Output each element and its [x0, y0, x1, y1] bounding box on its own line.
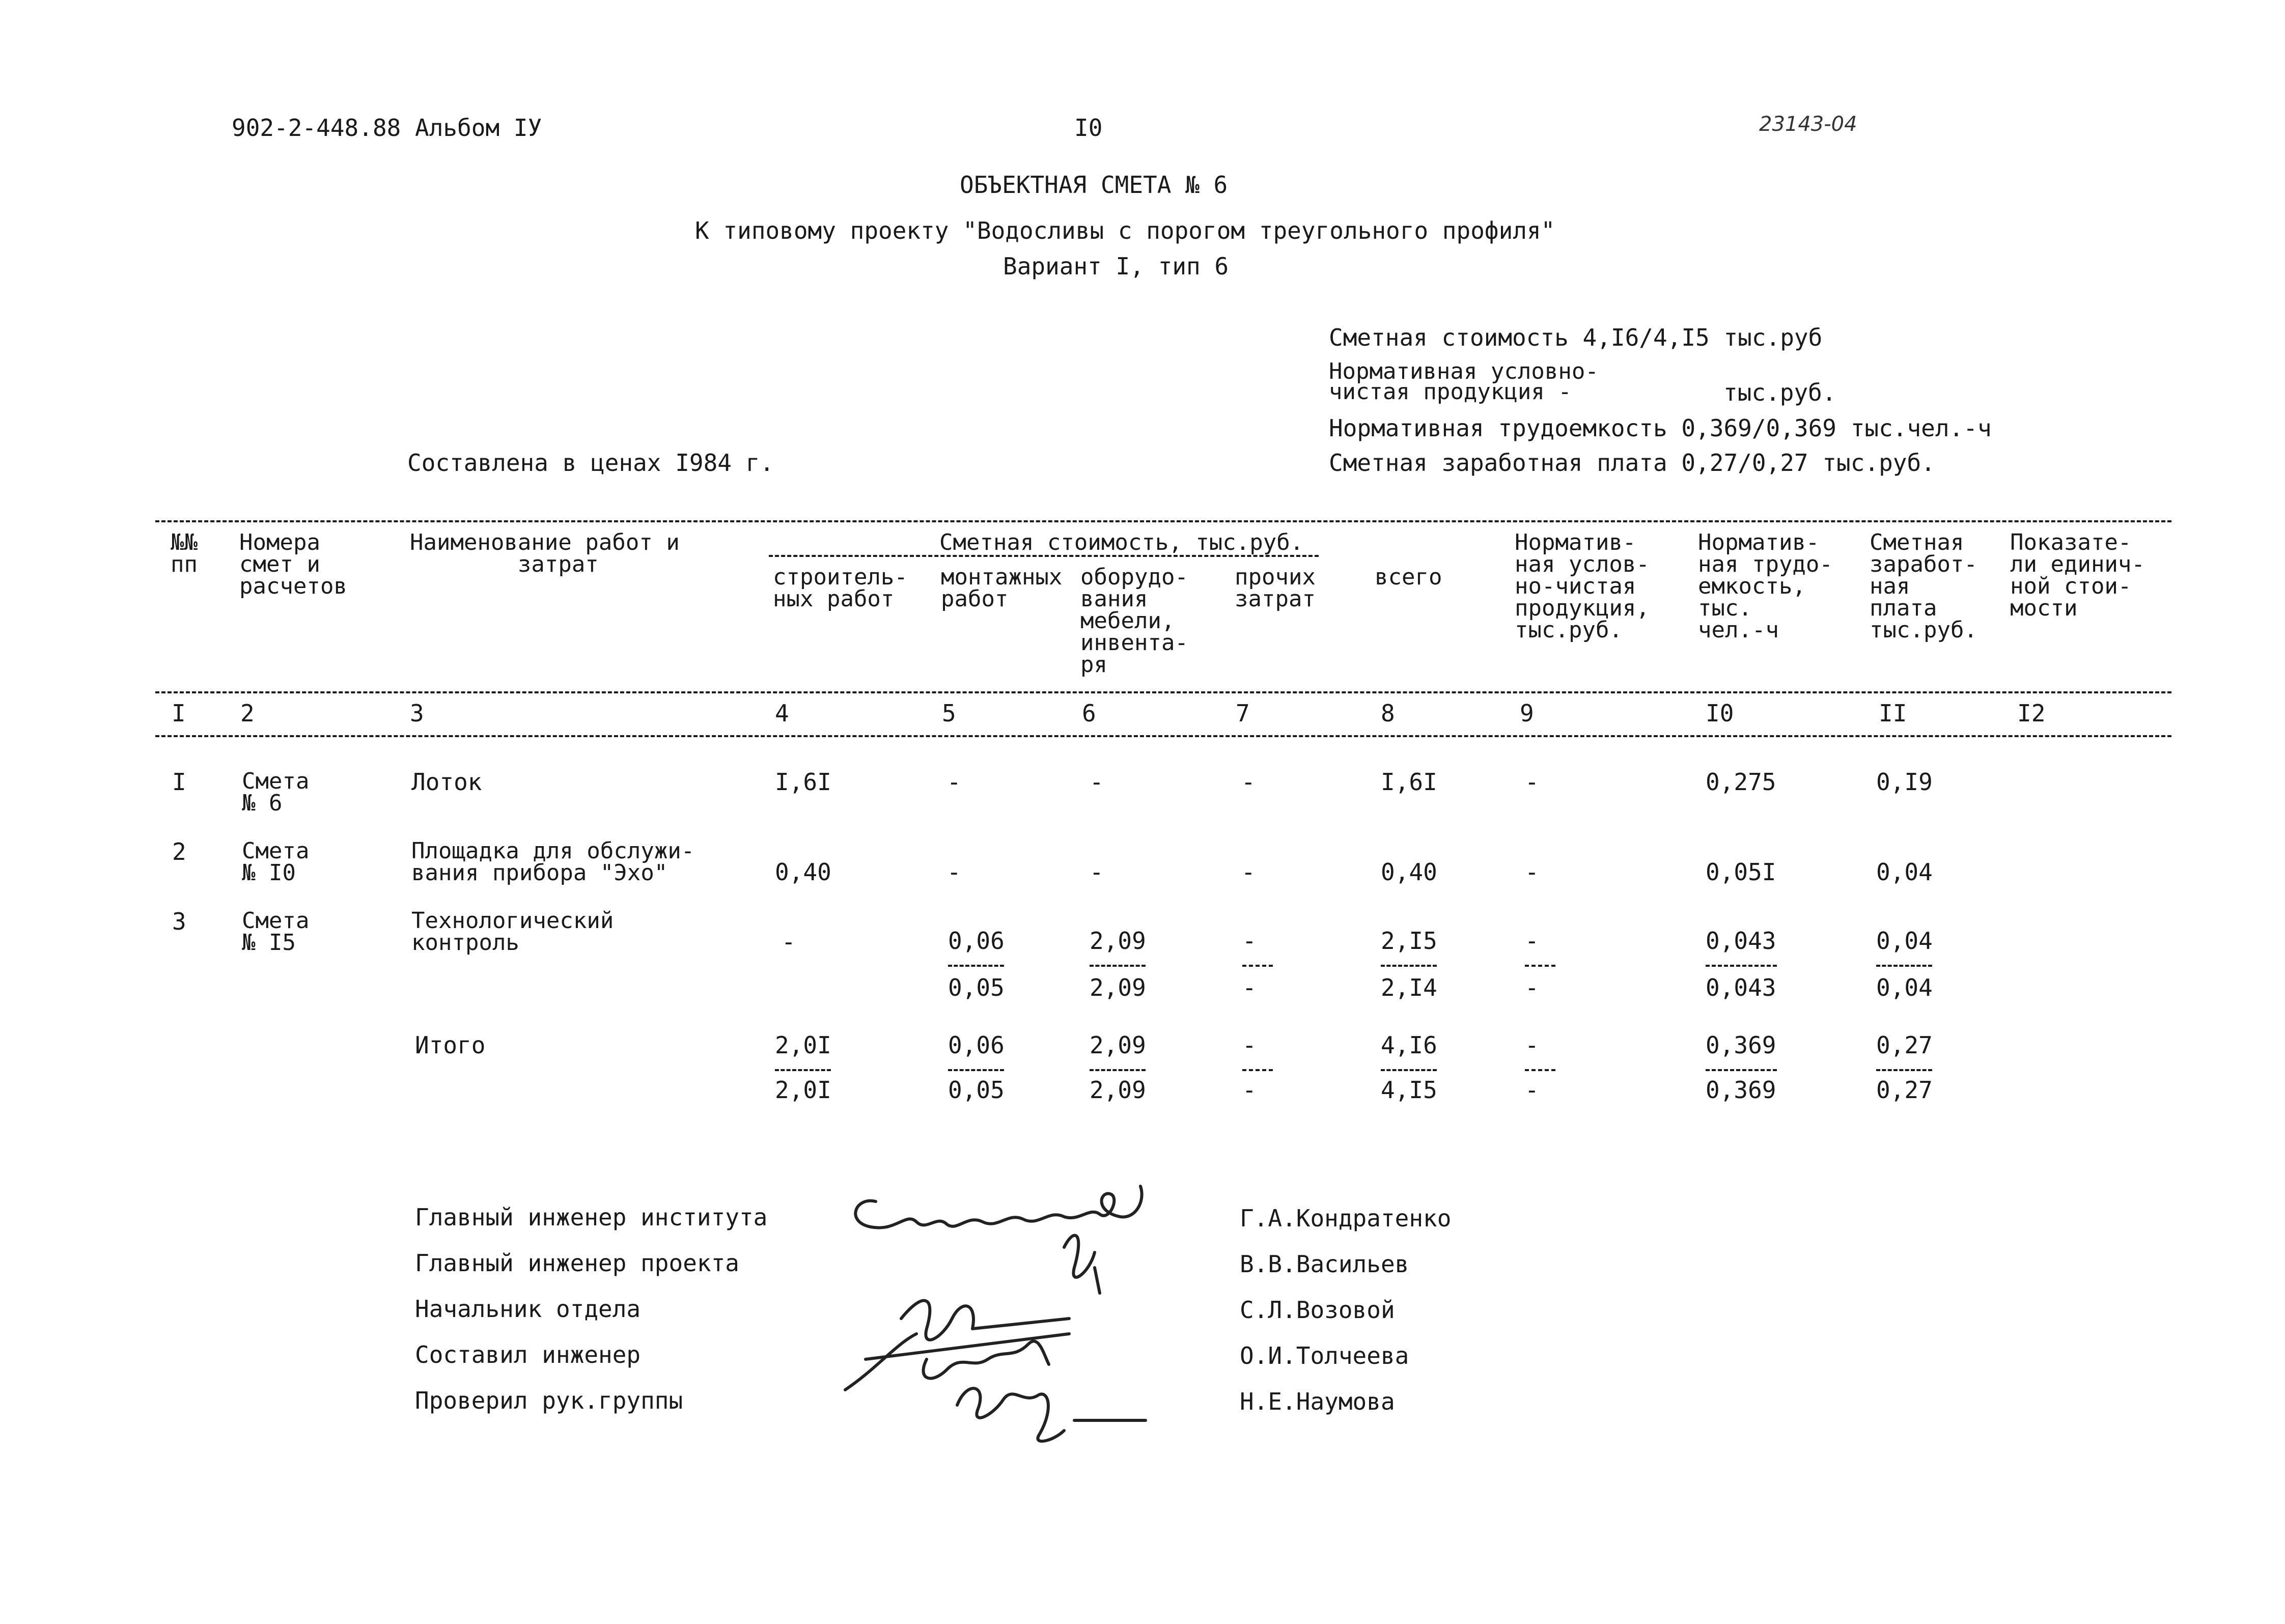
col-number-7: 7 — [1236, 699, 1250, 727]
cell-net-product-current: - — [1525, 927, 1539, 955]
total-construction-current: 2,0I — [775, 1031, 831, 1059]
table-top-rule — [155, 520, 2171, 522]
row-number: I — [172, 768, 186, 796]
col-number-1: I — [172, 699, 186, 727]
fraction-rule — [948, 965, 1004, 967]
total-net-product-previous: - — [1525, 1076, 1539, 1104]
role-engineer: Составил инженер — [415, 1341, 641, 1368]
summary-labor: Нормативная трудоемкость 0,369/0,369 тыс.чел.-ч — [1329, 414, 1992, 442]
role-chief-engineer-institute: Главный инженер института — [415, 1203, 768, 1231]
cell-installation-previous: 0,05 — [948, 974, 1005, 1001]
fraction-rule — [1525, 965, 1555, 967]
role-department-head: Начальник отдела — [415, 1295, 641, 1323]
total-installation-current: 0,06 — [948, 1031, 1005, 1059]
cell-equipment: - — [1090, 768, 1104, 796]
cell-wages: 0,I9 — [1876, 768, 1933, 796]
total-labor-current: 0,369 — [1706, 1031, 1776, 1059]
total-other-previous: - — [1242, 1076, 1257, 1104]
col-number-5: 5 — [942, 699, 956, 727]
fraction-rule — [1381, 1069, 1437, 1071]
col-number-9: 9 — [1520, 699, 1534, 727]
cell-net-product-previous: - — [1525, 974, 1539, 1001]
fraction-rule — [1706, 1069, 1777, 1071]
summary-net-product-unit: тыс.руб. — [1723, 379, 1836, 406]
header-unit-cost: Показате- ли единич- ной стои- мости — [2010, 529, 2145, 622]
header-wages: Сметная заработ- ная плата тыс.руб. — [1870, 529, 1977, 643]
header-cost-group: Сметная стоимость, тыс.руб. — [939, 529, 1304, 555]
name-kondratenko: Г.А.Кондратенко — [1240, 1205, 1452, 1232]
cell-installation-current: 0,06 — [948, 927, 1005, 955]
col-number-10: I0 — [1706, 699, 1734, 727]
fraction-rule — [1525, 1069, 1555, 1071]
estimate-title: ОБЪЕКТНАЯ СМЕТА № 6 — [960, 171, 1228, 199]
row-work-name: Технологический контроль — [411, 908, 614, 956]
name-vasiliev: В.В.Васильев — [1240, 1250, 1409, 1278]
cell-wages-current: 0,04 — [1876, 927, 1933, 955]
cell-equipment-current: 2,09 — [1090, 927, 1146, 955]
handwritten-signatures — [835, 1166, 1222, 1451]
col-number-11: II — [1879, 699, 1907, 727]
name-vozovoi: С.Л.Возовой — [1240, 1296, 1395, 1324]
total-construction-previous: 2,0I — [775, 1076, 831, 1104]
col-number-3: 3 — [410, 699, 424, 727]
cell-construction: 0,40 — [775, 858, 831, 886]
fraction-rule — [948, 1069, 1004, 1071]
summary-wages: Сметная заработная плата 0,27/0,27 тыс.руб. — [1329, 449, 1935, 477]
header-bottom-rule — [155, 691, 2171, 693]
row-estimate-ref: Смета № I0 — [242, 838, 310, 886]
header-net-product: Норматив- ная услов- но-чистая продукция, тыс.руб. — [1515, 529, 1650, 643]
fraction-rule — [1381, 965, 1437, 967]
archive-stamp: 23143-04 — [1759, 113, 1857, 136]
summary-net-product-line1: Нормативная условно- — [1329, 358, 1599, 384]
cell-net-product: - — [1525, 768, 1539, 796]
cell-total-previous: 2,I4 — [1381, 974, 1437, 1001]
total-other-current: - — [1242, 1031, 1257, 1059]
total-installation-previous: 0,05 — [948, 1076, 1005, 1104]
cell-equipment: - — [1090, 858, 1104, 886]
cell-labor-previous: 0,043 — [1706, 974, 1776, 1001]
cell-labor: 0,275 — [1706, 768, 1776, 796]
cell-total: 0,40 — [1381, 858, 1437, 886]
document-code: 902-2-448.88 Альбом IУ — [232, 114, 542, 142]
name-naumova: Н.Е.Наумова — [1240, 1388, 1395, 1415]
cell-other: - — [1241, 858, 1256, 886]
fraction-rule — [1876, 1069, 1932, 1071]
col-number-12: I2 — [2017, 699, 2046, 727]
header-other: прочих затрат — [1235, 564, 1316, 612]
cell-equipment-previous: 2,09 — [1090, 974, 1146, 1001]
col-number-4: 4 — [775, 699, 789, 727]
fraction-rule — [1090, 1069, 1146, 1071]
total-total-previous: 4,I5 — [1381, 1076, 1437, 1104]
header-total: всего — [1375, 564, 1442, 590]
cell-other-current: - — [1242, 927, 1257, 955]
fraction-rule — [775, 1069, 831, 1071]
summary-net-product-line2: чистая продукция - — [1329, 379, 1572, 405]
col-number-2: 2 — [240, 699, 255, 727]
row-work-name: Площадка для обслужи- вания прибора "Эхо" — [411, 838, 695, 886]
total-wages-current: 0,27 — [1876, 1031, 1933, 1059]
cell-construction: - — [782, 928, 796, 956]
cell-installation: - — [947, 858, 961, 886]
fraction-rule — [1706, 965, 1777, 967]
cell-other-previous: - — [1242, 974, 1257, 1001]
total-total-current: 4,I6 — [1381, 1031, 1437, 1059]
role-chief-project-engineer: Главный инженер проекта — [415, 1249, 739, 1277]
total-equipment-previous: 2,09 — [1090, 1076, 1146, 1104]
cell-construction: I,6I — [775, 768, 831, 796]
project-subtitle: К типовому проекту "Водосливы с порогом треугольного профиля" — [695, 217, 1555, 244]
cell-labor-current: 0,043 — [1706, 927, 1776, 955]
row-number: 3 — [172, 908, 186, 935]
cell-labor: 0,05I — [1706, 858, 1776, 886]
total-net-product-current: - — [1525, 1031, 1539, 1059]
fraction-rule — [1090, 965, 1146, 967]
col-number-8: 8 — [1381, 699, 1395, 727]
price-basis: Составлена в ценах I984 г. — [407, 449, 774, 477]
header-row-number: №№ пп — [171, 529, 198, 578]
cell-total-current: 2,I5 — [1381, 927, 1437, 955]
header-construction: строитель- ных работ — [773, 564, 908, 612]
total-wages-previous: 0,27 — [1876, 1076, 1933, 1104]
total-equipment-current: 2,09 — [1090, 1031, 1146, 1059]
cell-net-product: - — [1525, 858, 1539, 886]
header-estimate-ref: Номера смет и расчетов — [239, 529, 347, 600]
fraction-rule — [1876, 965, 1932, 967]
name-tolcheeva: О.И.Толчеева — [1240, 1342, 1409, 1369]
cell-wages: 0,04 — [1876, 858, 1933, 886]
row-work-name: Лоток — [411, 768, 482, 796]
cell-total: I,6I — [1381, 768, 1437, 796]
header-equipment: оборудо- вания мебели, инвента- ря — [1080, 564, 1188, 678]
row-number: 2 — [172, 838, 186, 865]
fraction-rule — [1242, 1069, 1273, 1071]
summary-cost: Сметная стоимость 4,I6/4,I5 тыс.руб — [1329, 324, 1823, 351]
cell-other: - — [1241, 768, 1256, 796]
variant-line: Вариант I, тип 6 — [1003, 253, 1229, 280]
fraction-rule — [1242, 965, 1273, 967]
header-labor: Норматив- ная трудо- емкость, тыс. чел.-ч — [1698, 529, 1833, 643]
total-labor-previous: 0,369 — [1706, 1076, 1776, 1104]
cell-installation: - — [947, 768, 961, 796]
col-number-6: 6 — [1082, 699, 1096, 727]
header-work-name: Наименование работ и затрат — [410, 529, 680, 578]
row-estimate-ref: Смета № 6 — [242, 768, 310, 817]
number-row-rule — [155, 735, 2171, 737]
row-estimate-ref: Смета № I5 — [242, 908, 310, 956]
role-group-head: Проверил рук.группы — [415, 1387, 683, 1414]
header-installation: монтажных работ — [941, 564, 1063, 612]
total-label: Итого — [415, 1031, 486, 1059]
page-number: I0 — [1074, 114, 1103, 142]
cell-wages-previous: 0,04 — [1876, 974, 1933, 1001]
